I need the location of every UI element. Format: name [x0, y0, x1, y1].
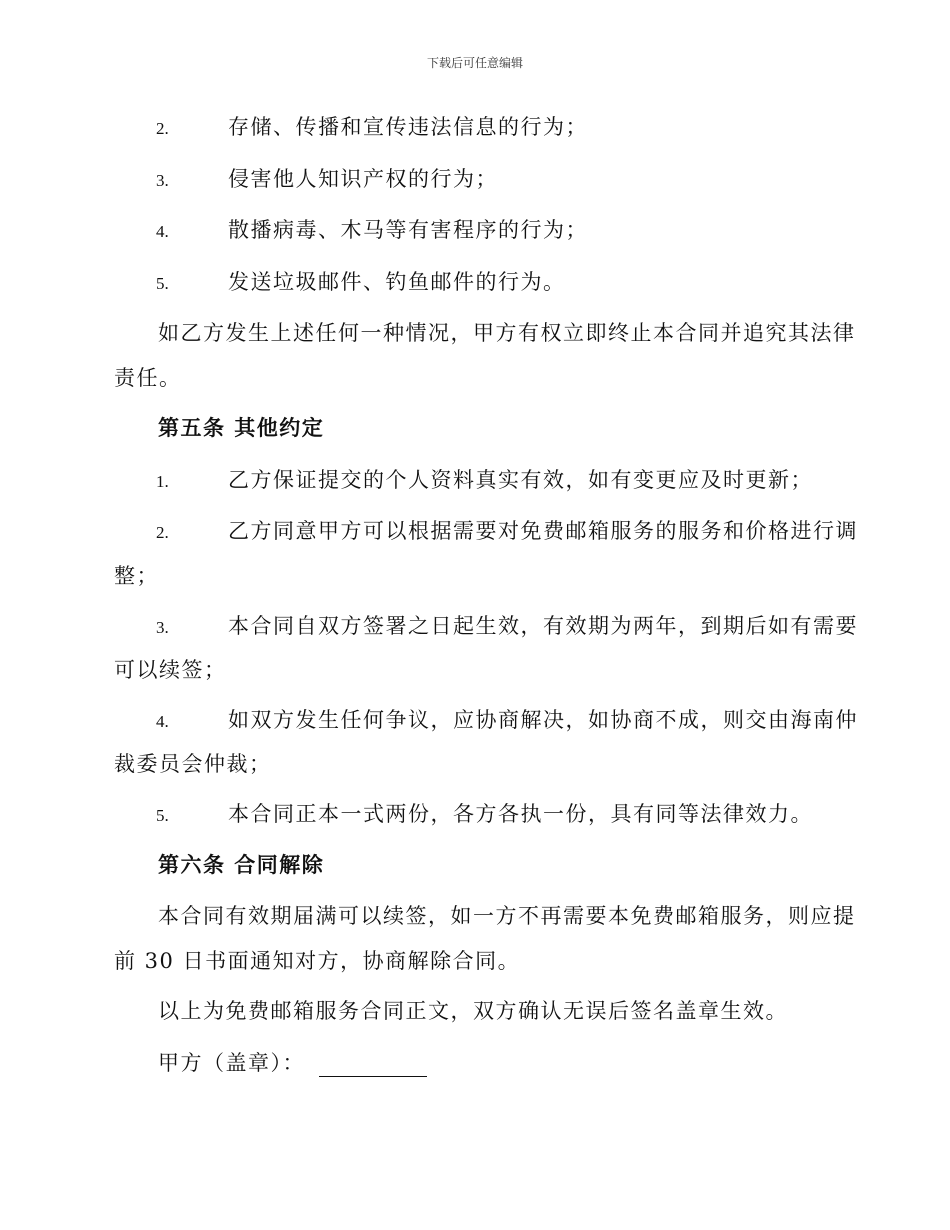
list-item	[114, 268, 566, 298]
item-text: 存储、传播和宣传违法信息的行为；	[228, 115, 588, 139]
item-text: 发送垃圾邮件、钓鱼邮件的行为。	[228, 270, 566, 294]
paragraph-line: 本合同有效期届满可以续签，如一方不再需要本免费邮箱服务，则应提	[158, 904, 856, 928]
closing-statement: 以上为免费邮箱服务合同正文，双方确认无误后签名盖章生效。	[158, 999, 788, 1023]
signature-label: 甲方（盖章）：	[158, 1051, 305, 1075]
item-continuation: 裁委员会仲裁；	[114, 752, 272, 776]
list-item	[114, 800, 813, 830]
list-item	[114, 216, 588, 246]
item-number: 2.	[156, 119, 169, 138]
item-number: 1.	[156, 472, 169, 491]
item-text: 乙方同意甲方可以根据需要对免费邮箱服务的服务和价格进行调	[228, 519, 858, 543]
item-text: 如双方发生任何争议，应协商解决，如协商不成，则交由海南仲	[228, 708, 858, 732]
item-text: 散播病毒、木马等有害程序的行为；	[228, 218, 588, 242]
item-number: 3.	[156, 171, 169, 190]
item-continuation: 整；	[114, 564, 159, 588]
item-number: 4.	[156, 222, 169, 241]
list-item	[114, 113, 588, 143]
item-text: 侵害他人知识产权的行为；	[228, 167, 498, 191]
list-item	[114, 706, 858, 736]
page-header: 下载后可任意编辑	[426, 56, 523, 70]
paragraph-line: 责任。	[114, 366, 182, 390]
list-item	[114, 612, 858, 642]
signature-line	[319, 1054, 427, 1077]
list-item	[114, 165, 498, 195]
list-item	[114, 466, 813, 496]
item-number: 5.	[156, 274, 169, 293]
item-continuation: 可以续签；	[114, 658, 227, 682]
paragraph-line: 如乙方发生上述任何一种情况，甲方有权立即终止本合同并追究其法律	[158, 321, 856, 345]
paragraph-line: 前 30 日书面通知对方，协商解除合同。	[114, 949, 521, 973]
item-text: 乙方保证提交的个人资料真实有效，如有变更应及时更新；	[228, 468, 813, 492]
item-text: 本合同正本一式两份，各方各执一份，具有同等法律效力。	[228, 802, 813, 826]
item-number: 5.	[156, 806, 169, 825]
signature-block	[158, 1049, 427, 1077]
item-number: 4.	[156, 712, 169, 731]
item-number: 3.	[156, 618, 169, 637]
section-heading: 第五条 其他约定	[158, 415, 325, 440]
item-text: 本合同自双方签署之日起生效，有效期为两年，到期后如有需要	[228, 614, 858, 638]
list-item	[114, 517, 858, 547]
section-heading: 第六条 合同解除	[158, 852, 325, 877]
item-number: 2.	[156, 523, 169, 542]
